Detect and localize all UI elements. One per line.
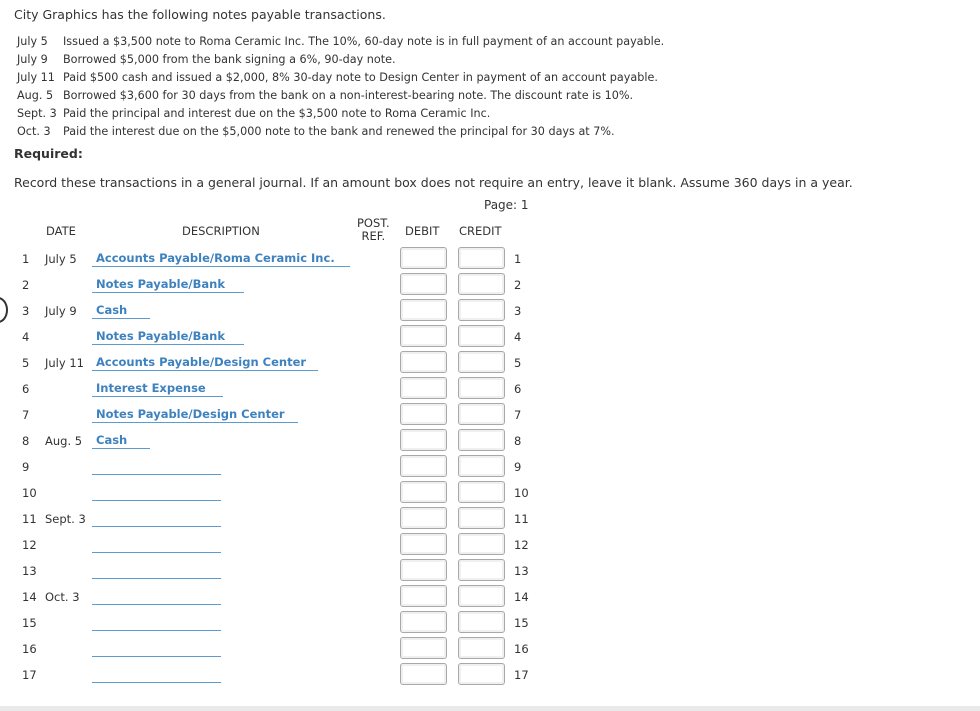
row-number: 1 [22, 252, 30, 266]
credit-input[interactable] [458, 507, 505, 529]
row-number-right: 6 [514, 382, 522, 396]
page-label: Page: 1 [484, 198, 529, 212]
debit-input[interactable] [400, 481, 447, 503]
header-post-ref [357, 217, 390, 243]
description-input[interactable] [92, 587, 221, 605]
credit-input[interactable] [458, 377, 505, 399]
description-input[interactable] [92, 613, 221, 631]
row-number-right: 16 [514, 642, 529, 656]
row-number-right: 4 [514, 330, 522, 344]
transaction-text: Paid the interest due on the $5,000 note to the bank and renewed the principal for 30 days at 7%. [63, 125, 615, 138]
transaction-item [17, 51, 664, 69]
debit-input[interactable] [400, 429, 447, 451]
header-post-ref-line2: REF. [361, 229, 386, 243]
debit-input[interactable] [400, 273, 447, 295]
row-number: 16 [22, 642, 37, 656]
row-number: 14 [22, 590, 37, 604]
journal-row [0, 375, 560, 401]
row-number: 5 [22, 356, 30, 370]
row-date: Aug. 5 [45, 434, 83, 448]
journal-row [0, 427, 560, 453]
row-number-right: 2 [514, 278, 522, 292]
journal-table [0, 245, 560, 687]
description-input[interactable]: Notes Payable/Bank [92, 327, 244, 345]
row-number: 6 [22, 382, 30, 396]
credit-input[interactable] [458, 273, 505, 295]
journal-row [0, 401, 560, 427]
description-input[interactable]: Cash [92, 301, 150, 319]
row-number-right: 17 [514, 668, 529, 682]
header-debit: DEBIT [405, 224, 440, 238]
row-number-right: 5 [514, 356, 522, 370]
header-description: DESCRIPTION [182, 224, 260, 238]
transaction-text: Paid the principal and interest due on the $3,500 note to Roma Ceramic Inc. [63, 107, 491, 120]
journal-row [0, 661, 560, 687]
debit-input[interactable] [400, 663, 447, 685]
journal-row [0, 349, 560, 375]
header-date: DATE [46, 224, 76, 238]
journal-row [0, 453, 560, 479]
row-number-right: 14 [514, 590, 529, 604]
description-input[interactable] [92, 639, 221, 657]
transaction-date: Aug. 5 [17, 89, 54, 102]
description-input[interactable] [92, 535, 221, 553]
row-number-right: 10 [514, 486, 529, 500]
credit-input[interactable] [458, 585, 505, 607]
transaction-text: Borrowed $5,000 from the bank signing a 6%, 90-day note. [63, 53, 396, 66]
row-number: 7 [22, 408, 30, 422]
description-input[interactable] [92, 509, 221, 527]
row-number: 3 [22, 304, 30, 318]
row-number: 17 [22, 668, 37, 682]
row-number-right: 3 [514, 304, 522, 318]
row-number: 4 [22, 330, 30, 344]
credit-input[interactable] [458, 663, 505, 685]
journal-row [0, 245, 560, 271]
journal-row [0, 531, 560, 557]
transaction-item [17, 105, 664, 123]
row-number-right: 12 [514, 538, 529, 552]
row-number: 9 [22, 460, 30, 474]
row-number: 2 [22, 278, 30, 292]
transaction-item [17, 123, 664, 141]
debit-input[interactable] [400, 559, 447, 581]
description-input[interactable] [92, 483, 221, 501]
description-input[interactable]: Notes Payable/Bank [92, 275, 244, 293]
row-number-right: 9 [514, 460, 522, 474]
credit-input[interactable] [458, 481, 505, 503]
row-date: Oct. 3 [45, 590, 80, 604]
row-date: July 9 [45, 304, 77, 318]
debit-input[interactable] [400, 611, 447, 633]
row-number: 10 [22, 486, 37, 500]
row-number-right: 11 [514, 512, 529, 526]
description-input[interactable]: Interest Expense [92, 379, 223, 397]
row-date: July 5 [45, 252, 77, 266]
row-number-right: 7 [514, 408, 522, 422]
journal-row [0, 297, 560, 323]
transaction-date: July 11 [17, 71, 55, 84]
credit-input[interactable] [458, 611, 505, 633]
debit-input[interactable] [400, 299, 447, 321]
row-number: 11 [22, 512, 37, 526]
bottom-divider [0, 706, 980, 711]
journal-row [0, 271, 560, 297]
transaction-date: July 5 [17, 35, 48, 48]
journal-row [0, 323, 560, 349]
debit-input[interactable] [400, 325, 447, 347]
transaction-date: Oct. 3 [17, 125, 51, 138]
transaction-item [17, 33, 664, 51]
journal-row [0, 479, 560, 505]
credit-input[interactable] [458, 429, 505, 451]
debit-input[interactable] [400, 247, 447, 269]
transaction-list [17, 33, 664, 141]
description-input[interactable]: Notes Payable/Design Center [92, 405, 298, 423]
row-number-right: 15 [514, 616, 529, 630]
row-date: July 11 [45, 356, 84, 370]
credit-input[interactable] [458, 637, 505, 659]
description-input[interactable]: Accounts Payable/Design Center [92, 353, 318, 371]
description-input[interactable]: Cash [92, 431, 150, 449]
instructions-text: Record these transactions in a general journal. If an amount box does not require an entry, leave it blank. Assume 360 days in a year. [14, 175, 853, 190]
debit-input[interactable] [400, 377, 447, 399]
credit-input[interactable] [458, 325, 505, 347]
journal-row [0, 609, 560, 635]
debit-input[interactable] [400, 533, 447, 555]
debit-input[interactable] [400, 507, 447, 529]
credit-input[interactable] [458, 247, 505, 269]
debit-input[interactable] [400, 455, 447, 477]
debit-input[interactable] [400, 585, 447, 607]
credit-input[interactable] [458, 351, 505, 373]
row-number-right: 13 [514, 564, 529, 578]
journal-row [0, 557, 560, 583]
row-number-right: 8 [514, 434, 522, 448]
debit-input[interactable] [400, 403, 447, 425]
row-number: 15 [22, 616, 37, 630]
journal-row [0, 635, 560, 661]
required-label: Required: [14, 146, 83, 161]
description-input[interactable] [92, 457, 221, 475]
description-input[interactable] [92, 665, 221, 683]
transaction-item [17, 69, 664, 87]
transaction-text: Paid $500 cash and issued a $2,000, 8% 30-day note to Design Center in payment of an account payable. [63, 71, 658, 84]
row-date: Sept. 3 [45, 512, 86, 526]
journal-row [0, 505, 560, 531]
credit-input[interactable] [458, 533, 505, 555]
journal-row [0, 583, 560, 609]
row-number: 12 [22, 538, 37, 552]
credit-input[interactable] [458, 403, 505, 425]
credit-input[interactable] [458, 299, 505, 321]
transaction-text: Borrowed $3,600 for 30 days from the bank on a non-interest-bearing note. The discount rate is 10%. [63, 89, 634, 102]
row-number: 8 [22, 434, 30, 448]
row-number: 13 [22, 564, 37, 578]
transaction-date: Sept. 3 [17, 107, 57, 120]
header-credit: CREDIT [459, 224, 502, 238]
debit-input[interactable] [400, 637, 447, 659]
transaction-text: Issued a $3,500 note to Roma Ceramic Inc. The 10%, 60-day note is in full payment of an account payable. [63, 35, 665, 48]
row-number-right: 1 [514, 252, 522, 266]
credit-input[interactable] [458, 559, 505, 581]
description-input[interactable]: Accounts Payable/Roma Ceramic Inc. [92, 249, 350, 267]
description-input[interactable] [92, 561, 221, 579]
transaction-item [17, 87, 664, 105]
debit-input[interactable] [400, 351, 447, 373]
transaction-date: July 9 [17, 53, 48, 66]
intro-text: City Graphics has the following notes payable transactions. [14, 7, 386, 22]
credit-input[interactable] [458, 455, 505, 477]
header-post-ref-line1: POST. [357, 216, 390, 230]
